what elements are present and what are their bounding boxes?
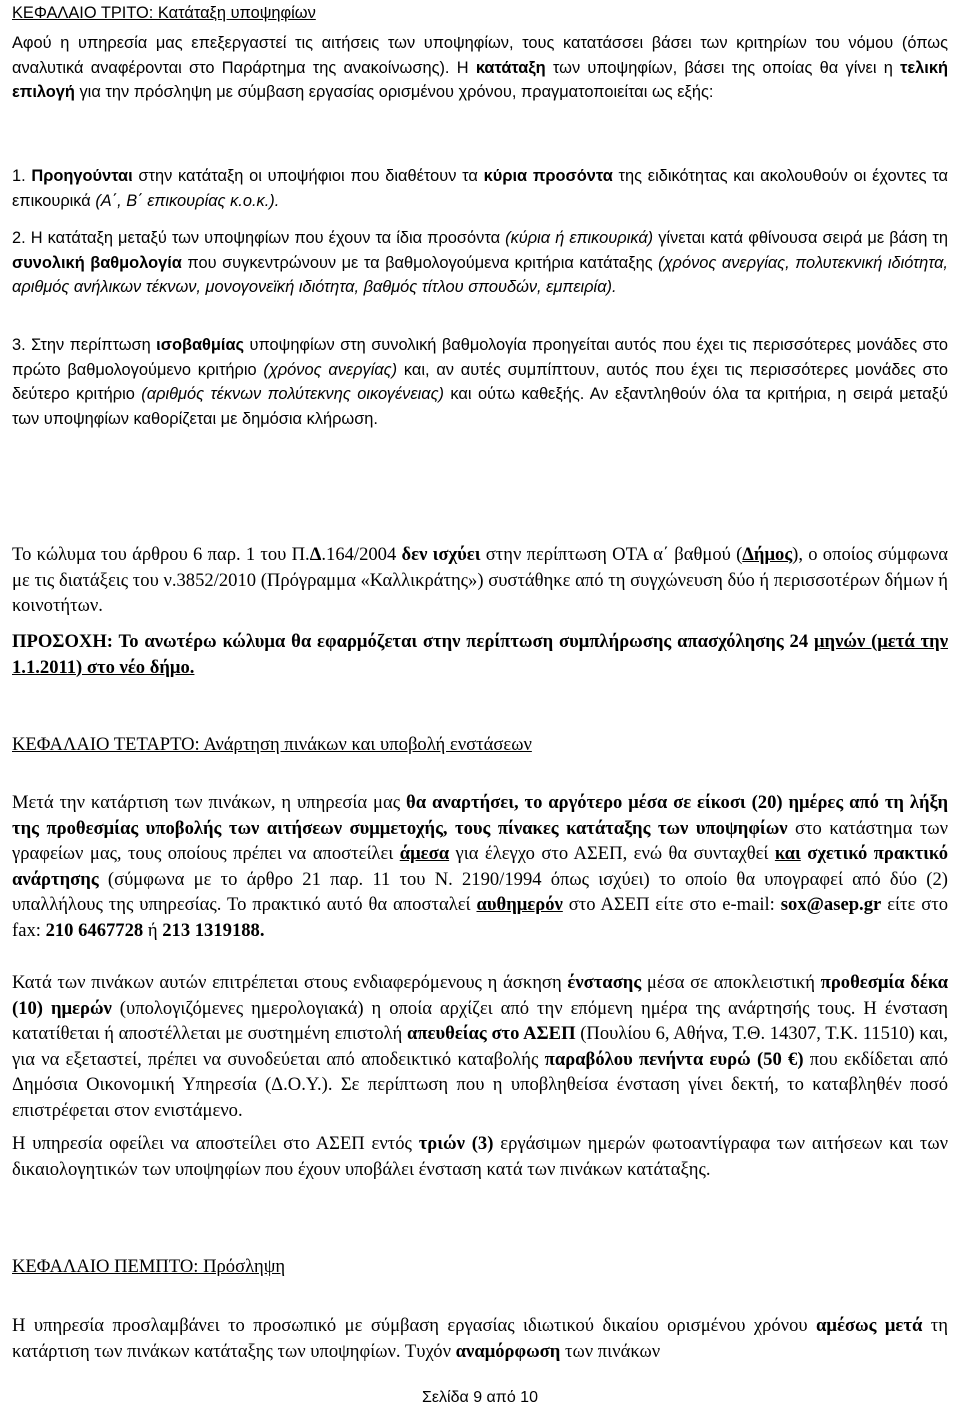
hiring-paragraph: Η υπηρεσία προσλαμβάνει το προσωπικό με σύμβαση εργασίας ιδιωτικού δικαίου ορισμένου χρόνου αμέσως μετά τη κατάρτιση των πινάκων κατάταξης των υποψηφίων. Τυχόν αναμόρφωση των πινάκων [12, 1315, 948, 1362]
ranking-rule-1: 1. Προηγούνται στην κατάταξη οι υποψήφιοι που διαθέτουν τα κύρια προσόντα της ειδικότητας και ακολουθούν οι έχοντες τα επικουρικά (Α΄, Β΄ επικουρίας κ.ο.κ.). [12, 167, 948, 210]
copies-paragraph: Η υπηρεσία οφείλει να αποστείλει στο ΑΣΕΠ εντός τριών (3) εργάσιμων ημερών φωτοαντίγραφα των αιτήσεων και των δικαιολογητικών των υποψηφίων που έχουν υποβάλει ένσταση κατά των πινάκων κατάταξης. [12, 1133, 949, 1180]
ranking-rule-3: 3. Στην περίπτωση ισοβαθμίας υποψηφίων στη συνολική βαθμολογία προηγείται αυτός που έχει τις περισσότερες μονάδες στο πρώτο βαθμολογούμενο κριτήριο (χρόνος ανεργίας) και, αν αυτές συμπίπτουν, αυτός που έχει τις περισσότερες μονάδες στο δεύτερο κριτήριο (αριθμός τέκνων πολύτεκνης οικογένειας) και ούτω καθεξής. Αν εξαντληθούν όλα τα κριτήρια, η σειρά μεταξύ των υποψηφίων καθορίζεται με δημόσια κλήρωση. [12, 336, 948, 428]
attention-notice: ΠΡΟΣΟΧΗ: Το ανωτέρω κώλυμα θα εφαρμόζεται στην περίπτωση συμπλήρωσης απασχόλησης 24 μηνών (μετά την 1.1.2011) στο νέο δήμο. [12, 631, 948, 678]
chapter-three-intro: Αφού η υπηρεσία μας επεξεργαστεί τις αιτήσεις των υποψηφίων, τους κατατάσσει βάσει των κριτηρίων του νόμου (όπως αναλυτικά αναφέρονται στο Παράρτημα της ανακοίνωσης). Η κατάταξη των υποψηφίων, βάσει της οποίας θα γίνει η τελική επιλογή για την πρόσληψη με σύμβαση εργασίας ορισμένου χρόνου, πραγματοποιείται ως εξής: [12, 34, 948, 101]
ranking-rule-2: 2. Η κατάταξη μεταξύ των υποψηφίων που έχουν τα ίδια προσόντα (κύρια ή επικουρικά) γίνεται κατά φθίνουσα σειρά με βάση τη συνολική βαθμολογία που συγκεντρώνουν με τα βαθμολογούμενα κριτήρια κατάταξης (χρόνος ανεργίας, πολυτεκνική ιδιότητα, αριθμός ανήλικων τέκνων, μονογονεϊκή ιδιότητα, βαθμός τίτλου σπουδών, εμπειρία). [12, 229, 949, 296]
objection-paragraph: Κατά των πινάκων αυτών επιτρέπεται στους ενδιαφερόμενους η άσκηση ένστασης μέσα σε αποκλειστική προθεσμία δέκα (10) ημερών (υπολογιζόμενες ημερολογιακά) η οποία αρχίζει από την επόμενη ημέρα της ανάρτησής τους. Η ένσταση κατατίθεται ή αποστέλλεται με συστημένη επιστολή απευθείας στο ΑΣΕΠ (Πουλίου 6, Αθήνα, Τ.Θ. 14307, Τ.Κ. 11510) και, για να εξεταστεί, πρέπει να συνοδεύεται από αποδεικτικό καταβολής παραβόλου πενήντα ευρώ (50 €) που εκδίδεται από Δημόσια Οικονομική Υπηρεσία (Δ.Ο.Υ.). Σε περίπτωση που η υποβληθείσα ένσταση γίνει δεκτή, το καταβληθέν ποσό επιστρέφεται στον ενιστάμενο. [12, 972, 948, 1121]
page-number-footer: Σελίδα 9 από 10 [422, 1389, 538, 1406]
chapter-three-heading: ΚΕΦΑΛΑΙΟ ΤΡΙΤΟ: Κατάταξη υποψηφίων [12, 4, 316, 22]
chapter-five-heading: ΚΕΦΑΛΑΙΟ ΠΕΜΠΤΟ: Πρόσληψη [12, 1256, 286, 1277]
posting-paragraph: Μετά την κατάρτιση των πινάκων, η υπηρεσία μας θα αναρτήσει, το αργότερο μέσα σε είκοσι (20) ημέρες από τη λήξη της προθεσμίας υποβολής των αιτήσεων συμμετοχής, τους πίνακες κατάταξης των υποψηφίων στο κατάστημα των γραφείων μας, τους οποίους πρέπει να αποστείλει άμεσα για έλεγχο στο ΑΣΕΠ, ενώ θα συνταχθεί και σχετικό πρακτικό ανάρτησης (σύμφωνα με το άρθρο 21 παρ. 11 του Ν. 2190/1994 όπως ισχύει) το οποίο θα υπογραφεί από δύο (2) υπαλλήλους της υπηρεσίας. Το πρακτικό αυτό θα αποσταλεί αυθημερόν στο ΑΣΕΠ είτε στο e-mail: sox@asep.gr είτε στο fax: 210 6467728 ή 213 1319188. [12, 792, 949, 941]
chapter-four-heading: ΚΕΦΑΛΑΙΟ ΤΕΤΑΡΤΟ: Ανάρτηση πινάκων και υποβολή ενστάσεων [12, 734, 532, 755]
restriction-paragraph: Το κώλυμα του άρθρου 6 παρ. 1 του Π.Δ.164/2004 δεν ισχύει στην περίπτωση ΟΤΑ α΄ βαθμού (Δήμος), ο οποίος σύμφωνα με τις διατάξεις του ν.3852/2010 (Πρόγραμμα «Καλλικράτης») συστάθηκε από τη συγχώνευση δύο ή περισσοτέρων δήμων ή κοινοτήτων. [12, 544, 948, 616]
